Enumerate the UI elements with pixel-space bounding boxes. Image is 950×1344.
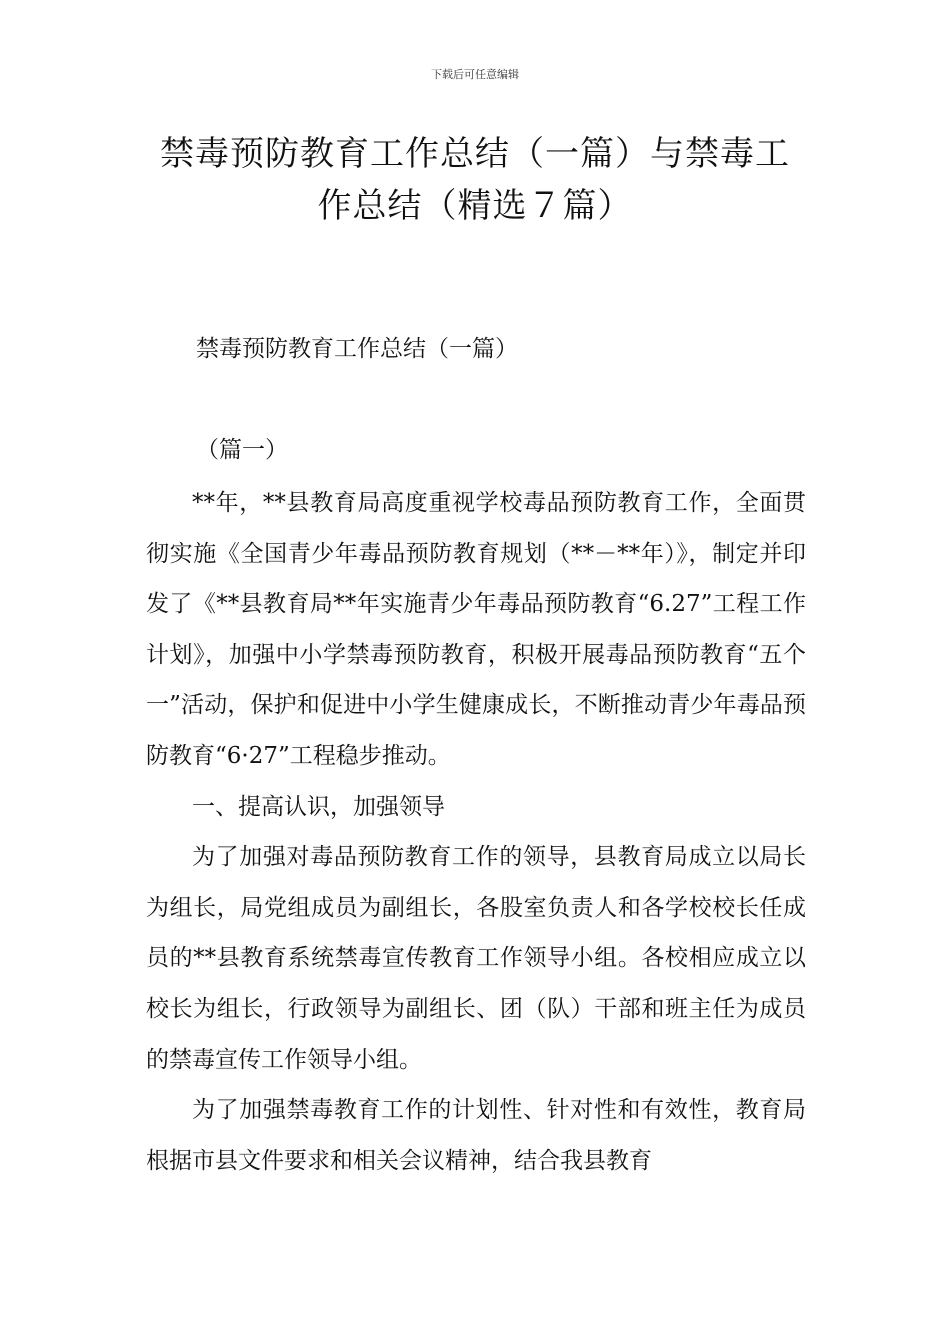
document-body [146,478,806,1186]
body-paragraph: **年，**县教育局高度重视学校毒品预防教育工作，全面贯彻实施《全国青少年毒品预防教育规划（**－**年）》，制定并印发了《**县教育局**年实施青少年毒品预防教育“6.27”工程工作计划》，加强中小学禁毒预防教育，积极开展毒品预防教育“五个一”活动，保护和促进中小学生健康成长，不断推动青少年毒品预防教育“6·27”工程稳步推动。 [146,490,806,769]
body-paragraph: 为了加强对毒品预防教育工作的领导，县教育局成立以局长为组长，局党组成员为副组长，各股室负责人和各学校校长任成员的**县教育系统禁毒宣传教育工作领导小组。各校相应成立以校长为组长，行政领导为副组长、团（队）干部和班主任为成员的禁毒宣传工作领导小组。 [146,844,806,1073]
header-note: 下载后可任意编辑 [431,68,519,81]
document-title-line-1: 禁毒预防教育工作总结（一篇）与禁毒工 [160,134,790,174]
body-heading: 一、提高认识，加强领导 [192,793,445,820]
section-subtitle: 禁毒预防教育工作总结（一篇） [196,336,518,362]
document-title-line-2: 作总结（精选７篇） [317,186,633,226]
body-paragraph: 为了加强禁毒教育工作的计划性、针对性和有效性，教育局根据市县文件要求和相关会议精神，结合我县教育 [146,1097,806,1174]
section-label: （篇一） [196,437,288,463]
document-title [140,128,810,232]
